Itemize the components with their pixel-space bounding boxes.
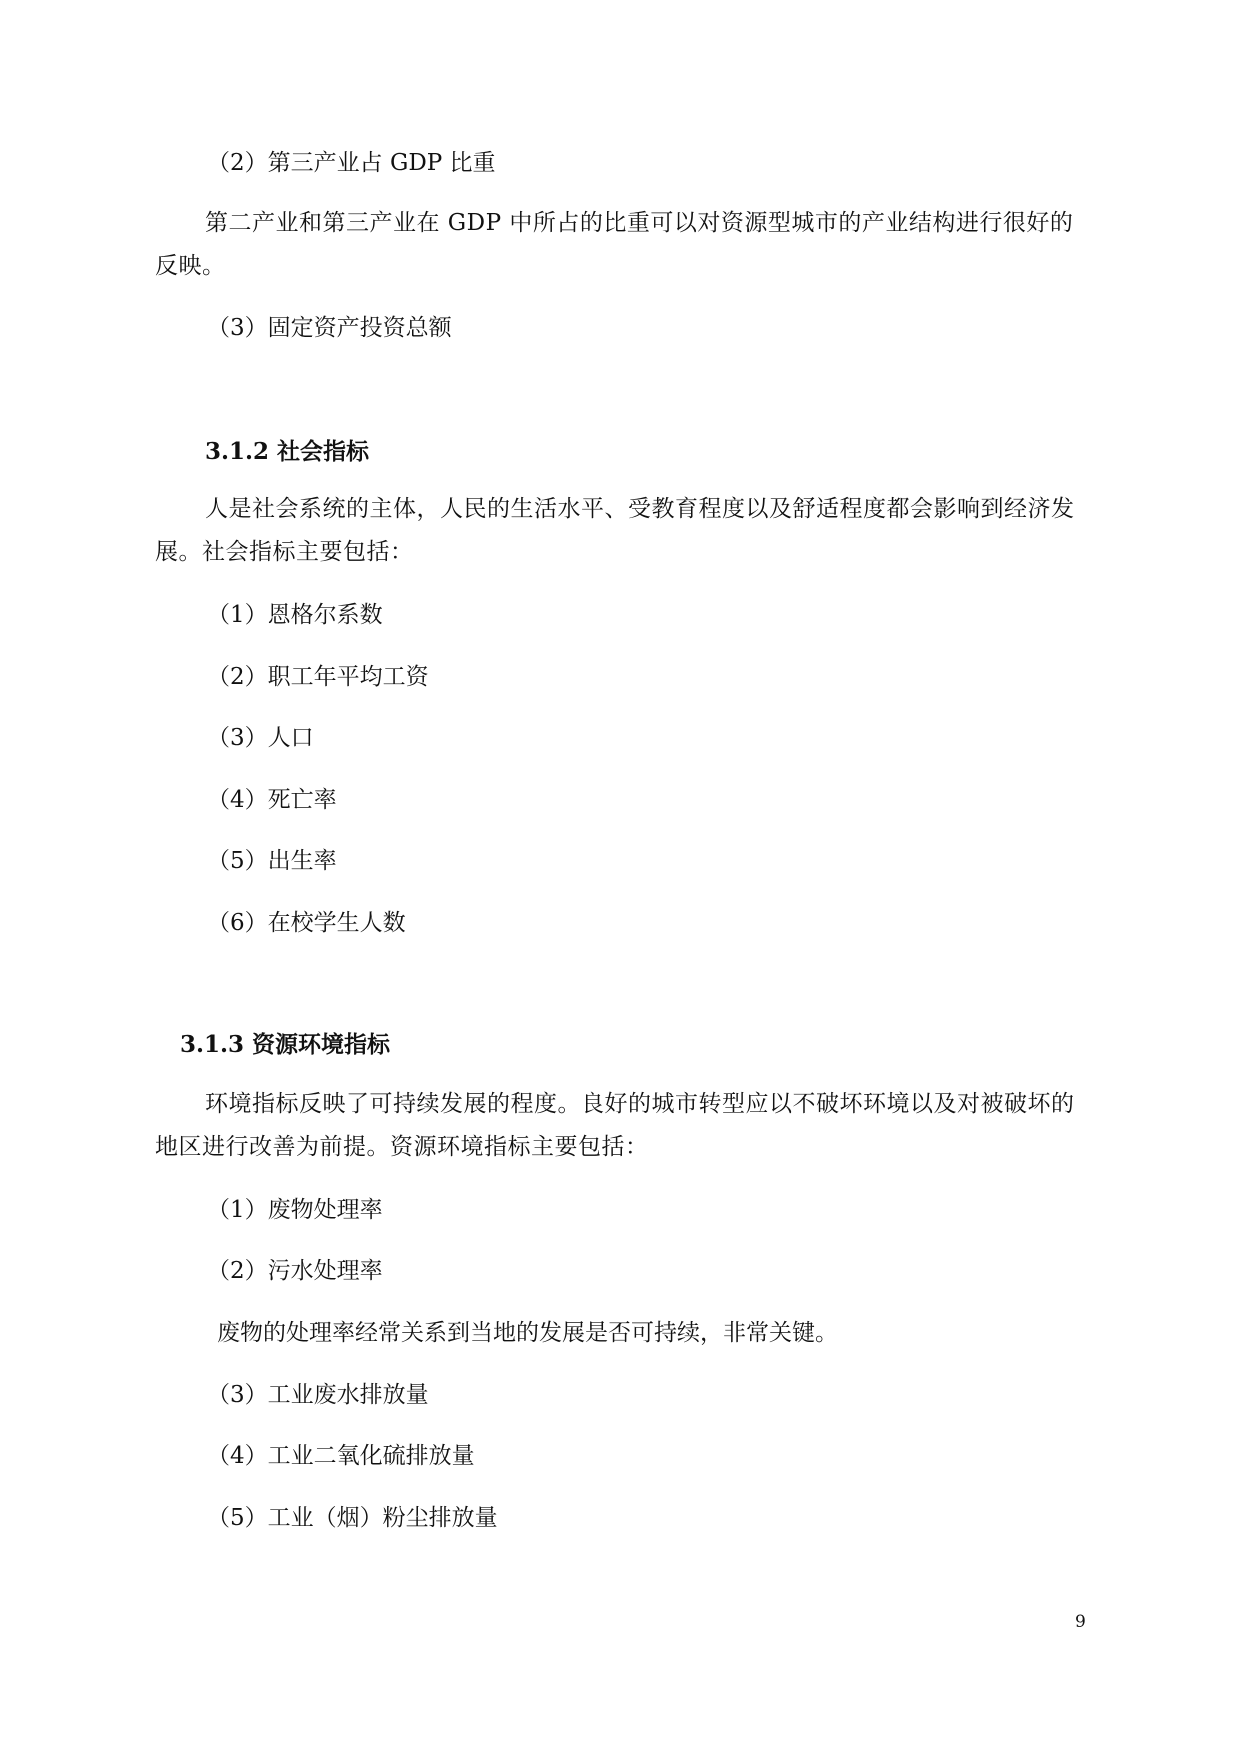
list-item: （1）恩格尔系数 <box>207 602 383 628</box>
list-item: （3）人口 <box>207 725 314 751</box>
list-item: （6）在校学生人数 <box>207 910 406 936</box>
list-item: （3）工业废水排放量 <box>207 1382 429 1408</box>
paragraph: 第二产业和第三产业在 GDP 中所占的比重可以对资源型城市的产业结构进行很好的反映。 <box>155 210 1074 279</box>
list-item: （3）固定资产投资总额 <box>207 315 452 341</box>
page-number: 9 <box>1075 1612 1086 1632</box>
paragraph: 人是社会系统的主体，人民的生活水平、受教育程度以及舒适程度都会影响到经济发展。社会指标主要包括： <box>155 496 1075 565</box>
section-heading: 3.1.2 社会指标 <box>205 438 370 465</box>
list-item: （1）废物处理率 <box>207 1197 383 1223</box>
list-item: （2）第三产业占 GDP 比重 <box>207 150 496 176</box>
section-heading: 3.1.3 资源环境指标 <box>180 1031 391 1058</box>
list-item: （5）出生率 <box>207 848 337 874</box>
list-item: （4）工业二氧化硫排放量 <box>207 1443 475 1469</box>
paragraph: 环境指标反映了可持续发展的程度。良好的城市转型应以不破坏环境以及对被破坏的地区进行改善为前提。资源环境指标主要包括： <box>155 1091 1075 1160</box>
note-paragraph: 废物的处理率经常关系到当地的发展是否可持续，非常关键。 <box>217 1320 838 1346</box>
list-item: （2）污水处理率 <box>207 1258 383 1284</box>
list-item: （4）死亡率 <box>207 787 337 813</box>
list-item: （5）工业（烟）粉尘排放量 <box>207 1505 498 1531</box>
list-item: （2）职工年平均工资 <box>207 664 429 690</box>
